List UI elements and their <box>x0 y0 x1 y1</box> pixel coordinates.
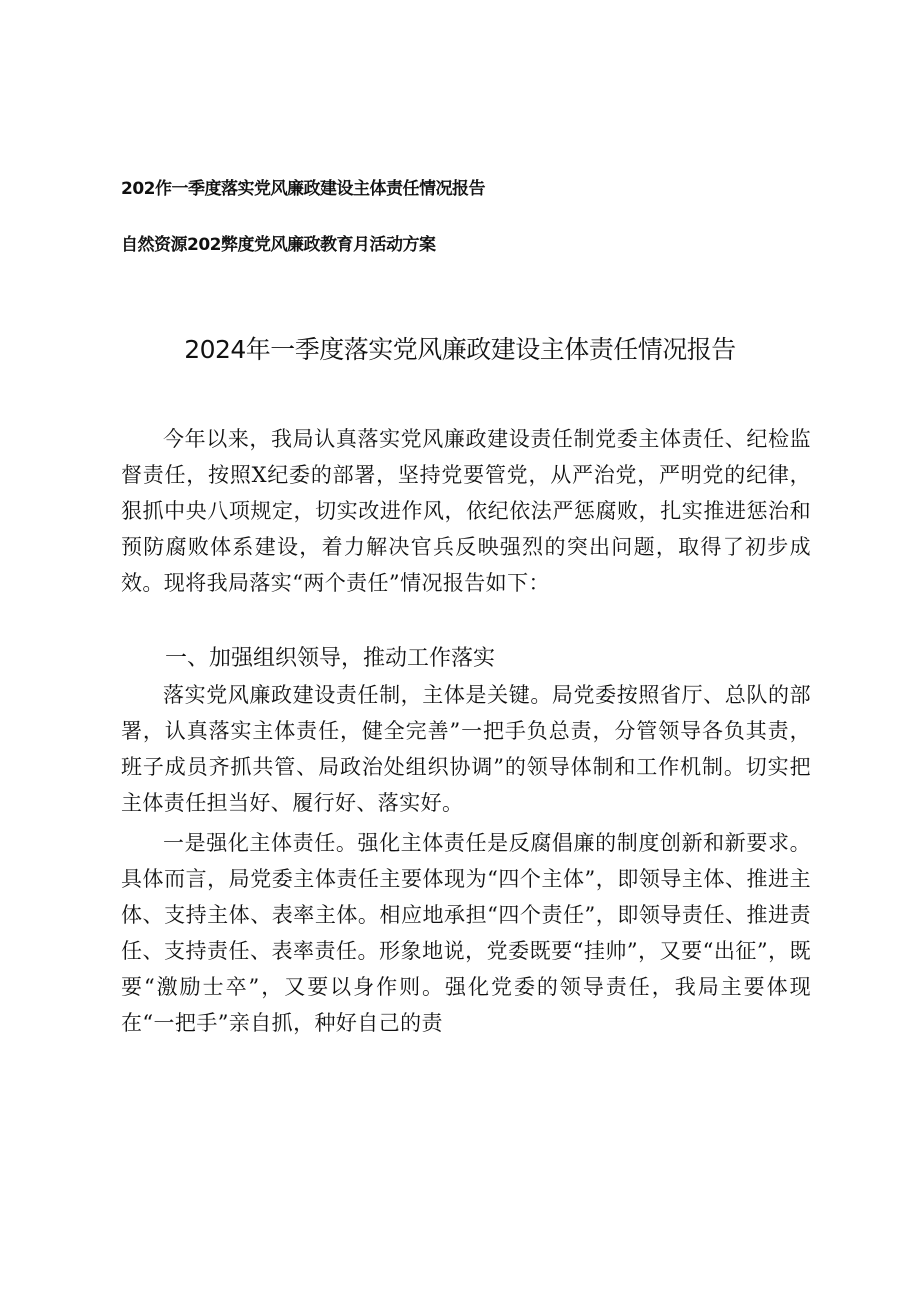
section-heading-1: 一、加强组织领导，推动工作落实 <box>165 646 496 671</box>
body-paragraph-intro: 今年以来，我局认真落实党风廉政建设责任制党委主体责任、纪检监督责任，按照X纪委的部署，坚持党要管党，从严治党，严明党的纪律，狠抓中央八项规定，切实改进作风，依纪依法严惩腐败，扎实推进惩治和预防腐败体系建设，着力解决官兵反映强烈的突出问题，取得了初步成效。现将我局落实“两个责任”情况报告如下： <box>121 427 811 595</box>
toc-item-2: 自然资源202弊度党风廉政教育月活动方案 <box>121 235 436 255</box>
body-paragraph-2: 落实党风廉政建设责任制，主体是关键。局党委按照省厅、总队的部署，认真落实主体责任，健全完善”一把手负总责，分管领导各负其责，班子成员齐抓共管、局政治处组织协调”的领导体制和工作机制。切实把主体责任担当好、履行好、落实好。 <box>121 683 811 815</box>
toc-item-1: 202作一季度落实党风廉政建设主体责任情况报告 <box>121 179 485 199</box>
body-paragraph-3: 一是强化主体责任。强化主体责任是反腐倡廉的制度创新和新要求。具体而言，局党委主体责任主要体现为“四个主体”，即领导主体、推进主体、支持主体、表率主体。相应地承担“四个责任”，即领导责任、推进责任、支持责任、表率责任。形象地说，党委既要“挂帅”，又要“出征”，既要“激励士卒”，又要以身作则。强化党委的领导责任，我局主要体现在“一把手”亲自抓，种好自己的责 <box>121 831 811 1035</box>
document-body <box>121 421 811 1041</box>
document-title: 2024年一季度落实党风廉政建设主体责任情况报告 <box>184 335 736 364</box>
